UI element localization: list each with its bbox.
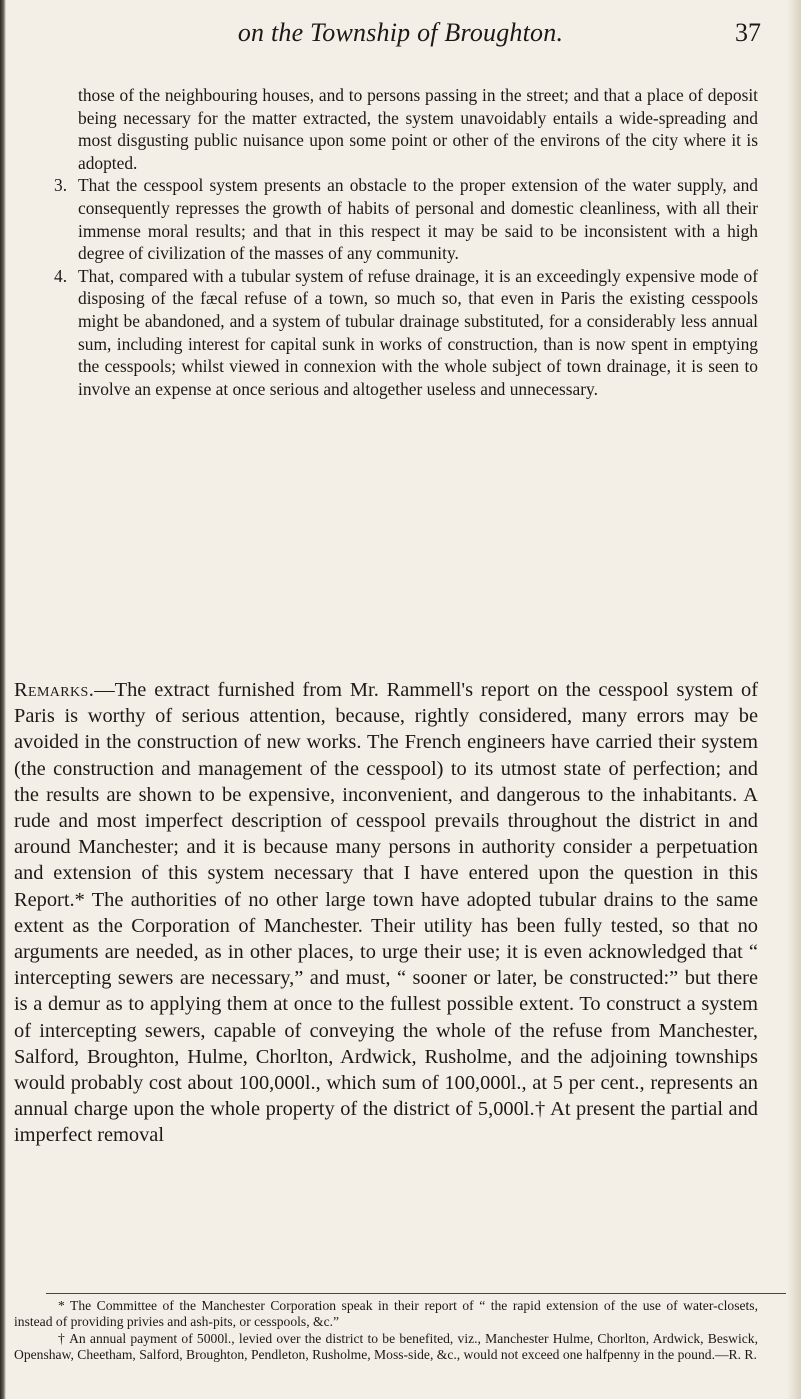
footnote: * The Committee of the Manchester Corporation speak in their report of “ the rapid extension of the use of water-closets, instead of providing privies and ash-pits, or cesspools, &c.”	[14, 1298, 758, 1330]
page-number: 37	[735, 18, 761, 47]
list-item	[54, 174, 758, 264]
remarks-paragraph	[14, 677, 758, 1149]
footnotes	[14, 1298, 758, 1364]
list-item-text: those of the neighbouring houses, and to persons passing in the street; and that a place of deposit being necessary for the matter extracted, the system unavoidably entails a wide-spreading and most disgusting public nuisance upon some point or other of the environs of the city where it is adopted.	[78, 85, 758, 173]
numbered-conclusions	[54, 84, 758, 400]
footnote: † An annual payment of 5000l., levied over the district to be benefited, viz., Manchester Hulme, Chorlton, Ardwick, Beswick, Openshaw, Cheetham, Salford, Broughton, Pendleton, Rusholme, Moss-side, &c., would not exceed one halfpenny in the pound.—R. R.	[14, 1330, 758, 1363]
list-item-number: 4.	[54, 265, 68, 286]
page-binding-shadow	[0, 0, 6, 1399]
list-item-number: 3.	[54, 175, 68, 196]
running-title: on the Township of Broughton.	[237, 18, 564, 47]
remarks-heading: Remarks.	[14, 679, 95, 701]
page-edge-shadow	[787, 0, 801, 1399]
remarks-body: —The extract furnished from Mr. Rammell's report on the cesspool system of Paris is worthy of serious attention, because, rightly considered, many errors may be avoided in the construction of new works. The French engineers have carried their system (the construction and management of the cesspool) to its utmost state of perfection; and the results are shown to be expensive, inconvenient, and dangerous to the inhabitants. A rude and most imperfect description of cesspool prevails throughout the district in and around Manchester; and it is because many persons in authority consider a perpetuation and extension of this system necessary that I have entered upon the question in this Report.* The authorities of no other large town have adopted tubular drains to the same extent as the Corporation of Manchester. Their utility has been fully tested, so that no arguments are needed, as in other places, to urge their use; it is even acknowledged that “ intercepting sewers are necessary,” and must, “ sooner or later, be constructed:” but there is a demur as to applying them at once to the fullest possible extent. To construct a system of intercepting sewers, capable of conveying the whole of the refuse from Manchester, Salford, Broughton, Hulme, Chorlton, Ardwick, Rusholme, and the adjoining townships would probably cost about 100,000l., which sum of 100,000l., at 5 per cent., represents an annual charge upon the whole property of the district of 5,000l.† At present the partial and imperfect removal	[14, 679, 758, 1147]
page-header	[0, 18, 801, 58]
list-item	[54, 265, 758, 401]
list-item-text: That the cesspool system presents an obstacle to the proper extension of the water supply, and consequently represses the growth of habits of personal and domestic cleanliness, with all their immense moral results; and that in this respect it may be said to be inconsistent with a high degree of civilization of the masses of any community.	[78, 175, 758, 264]
footnote-divider	[46, 1293, 786, 1294]
list-item-continuation	[78, 84, 758, 174]
list-item-text: That, compared with a tubular system of refuse drainage, it is an exceedingly expensive mode of disposing of the fæcal refuse of a town, so much so, that even in Paris the existing cesspools might be abandoned, and a system of tubular drainage substituted, for a considerably less annual sum, including interest for capital sunk in works of construction, than is now spent in emptying the cesspools; whilst viewed in connexion with the whole subject of town drainage, it is seen to involve an expense at once serious and altogether useless and unnecessary.	[78, 265, 758, 399]
